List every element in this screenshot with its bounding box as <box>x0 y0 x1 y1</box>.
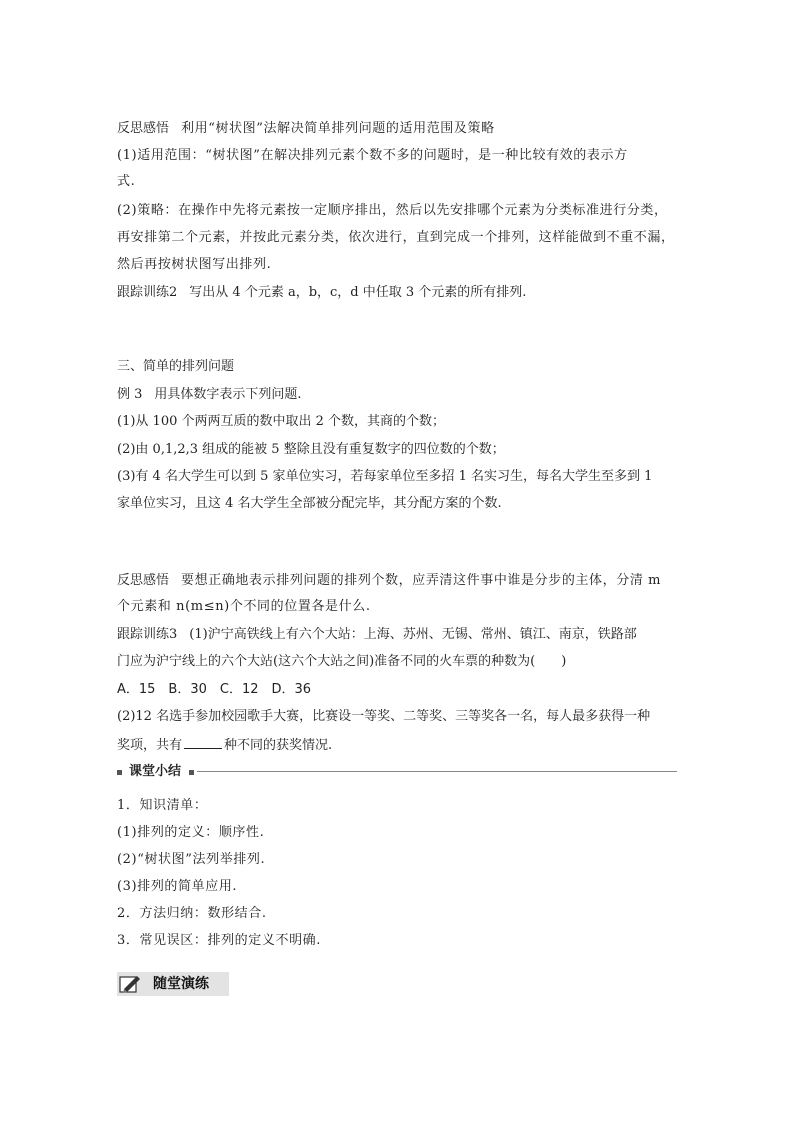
summary-l3: (2)“树状图”法列举排列. <box>117 852 266 867</box>
training3-q1b: 门应为沪宁线上的六个大站(这六个大站之间)准备不同的火车票的种数为( ) <box>117 654 567 669</box>
square-bullet-icon <box>189 770 194 775</box>
training3-q2b <box>117 734 332 756</box>
summary-title: 课堂小结 <box>129 764 182 779</box>
example3-q3a: (3)有 4 名大学生可以到 5 家单位实习，若每家单位至多招 1 名实习生，每名大学生至多到 1 <box>117 469 653 484</box>
reflection1-p1b: 式. <box>117 174 136 189</box>
training3-label: 跟踪训练3 <box>117 627 178 642</box>
summary-l5: 2．方法归纳：数形结合. <box>117 906 267 921</box>
reflection1-heading <box>117 119 495 139</box>
training2 <box>117 283 526 303</box>
example3-text: 用具体数字表示下列问题. <box>154 387 302 402</box>
reflection1-label: 反思感悟 <box>117 121 170 136</box>
summary-l6: 3．常见误区：排列的定义不明确. <box>117 933 322 948</box>
example3 <box>117 385 302 405</box>
summary-l4: (3)排列的简单应用. <box>117 879 238 894</box>
example3-q2: (2)由 0,1,2,3 组成的能被 5 整除且没有重复数字的四位数的个数； <box>117 442 505 457</box>
reflection1-title: 利用“树状图”法解决简单排列问题的适用范围及策略 <box>181 121 495 136</box>
reflection1-p2b: 再安排第二个元素，并按此元素分类，依次进行，直到完成一个排列，这样能做到不重不漏， <box>117 230 675 245</box>
reflection1-p2c: 然后再按树状图写出排列. <box>117 257 272 272</box>
pencil-icon <box>119 974 141 994</box>
answer-blank <box>184 734 222 749</box>
training3-q2a: (2)12 名选手参加校园歌手大赛，比赛设一等奖、二等奖、三等奖各一名，每人最多获得一种 <box>117 709 651 724</box>
training2-text: 写出从 4 个元素 a，b，c，d 中任取 3 个元素的所有排列. <box>189 285 527 300</box>
reflection2-text-b: 个元素和 n(m≤n)个不同的位置各是什么. <box>117 599 371 614</box>
summary-section-bar <box>117 762 677 782</box>
training3-options: A．15 B．30 C．12 D．36 <box>117 682 312 697</box>
summary-l2: (1)排列的定义：顺序性. <box>117 825 265 840</box>
summary-l1: 1．知识清单： <box>117 798 208 813</box>
training3-q1a: (1)沪宁高铁线上有六个大站：上海、苏州、无锡、常州、镇江、南京，铁路部 <box>189 627 637 642</box>
training3-line1 <box>117 625 637 645</box>
reflection2-line1 <box>117 571 661 591</box>
reflection1-p2a: (2)策略：在操作中先将元素按一定顺序排出，然后以先安排哪个元素为分类标准进行分类， <box>117 203 668 218</box>
section3-heading: 三、简单的排列问题 <box>117 359 235 374</box>
reflection1-p1a: (1)适用范围：“树状图”在解决排列元素个数不多的问题时，是一种比较有效的表示方 <box>117 148 628 163</box>
example3-q3b: 家单位实习，且这 4 名大学生全部被分配完毕，其分配方案的个数. <box>117 496 502 511</box>
example3-label: 例 3 <box>117 387 143 402</box>
training3-q2b2: 种不同的获奖情况. <box>224 738 333 753</box>
practice-title: 随堂演练 <box>153 976 209 992</box>
section-divider <box>197 771 677 772</box>
example3-q1: (1)从 100 个两两互质的数中取出 2 个数，其商的个数； <box>117 414 446 429</box>
reflection2-label: 反思感悟 <box>117 573 170 588</box>
square-bullet-icon <box>117 770 122 775</box>
training2-label: 跟踪训练2 <box>117 285 178 300</box>
training3-q2b1: 奖项，共有 <box>117 738 183 753</box>
practice-banner <box>117 972 229 996</box>
reflection2-text-a: 要想正确地表示排列问题的排列个数，应弄清这件事中谁是分步的主体，分清 m <box>181 573 662 588</box>
